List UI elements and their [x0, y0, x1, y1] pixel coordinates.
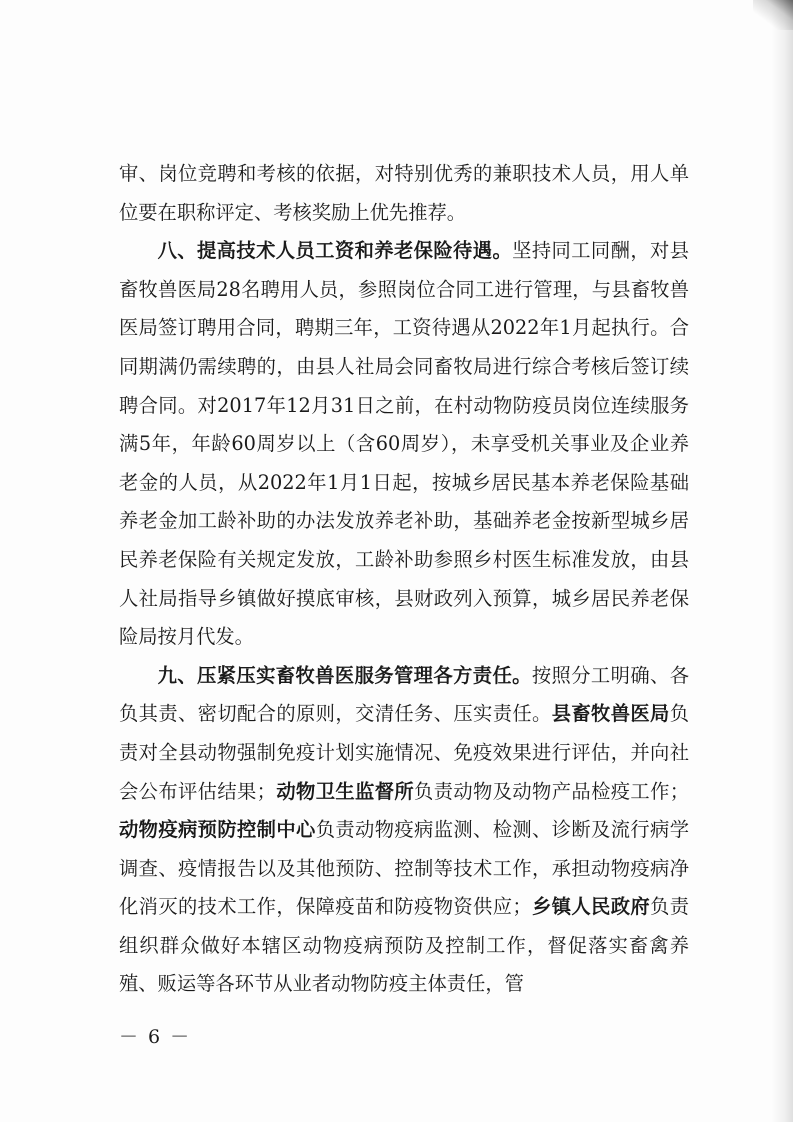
scan-shadow-edge — [771, 0, 793, 1122]
paragraph-text: 审、岗位竞聘和考核的依据，对特别优秀的兼职技术人员，用人单位要在职称评定、考核奖励上优先推荐。 — [119, 162, 689, 224]
responsible-entity: 动物卫生监督所 — [275, 779, 415, 803]
section-heading-8: 八、提高技术人员工资和养老保险待遇。 — [157, 239, 513, 263]
responsible-entity: 动物疫病预防控制中心 — [119, 818, 316, 842]
paragraph-text: 负责动物疫病监测、检测、诊断及流行病学调查、疫情报告以及其他预防、控制等技术工作，承担动物疫病净化消灭的技术工作，保障疫苗和防疫物资供应； — [119, 818, 690, 919]
responsible-entity: 乡镇人民政府 — [531, 895, 651, 919]
paragraph-continued — [119, 155, 689, 232]
section-heading-9: 九、压紧压实畜牧兽医服务管理各方责任。 — [157, 663, 532, 687]
paragraph-text: 负责组织群众做好本辖区动物疫病预防及控制工作，督促落实畜禽养殖、贩运等各环节从业者动物防疫主体责任，管 — [119, 895, 690, 996]
paragraph-text: 按照分工明确、各负其责、密切配合的原则，交清任务、压实责任。 — [119, 663, 690, 726]
paragraph-text: 负责动物及动物产品检疫工作； — [414, 779, 690, 803]
paragraph-text: 负责对全县动物强制免疫计划实施情况、免疫效果进行评估，并向社会公布评估结果； — [119, 702, 690, 803]
responsible-entity: 县畜牧兽医局 — [551, 702, 670, 726]
paragraph-section-8 — [119, 232, 689, 657]
paragraph-text: 坚持同工同酬，对县畜牧兽医局28名聘用人员，参照岗位合同工进行管理，与县畜牧兽医局签订聘用合同，聘期三年，工资待遇从2022年1月起执行。合同期满仍需续聘的，由县人社局会同畜牧局进行综合考核后签订续聘合同。对2017年12月31日之前，在村动物防疫员岗位连续服务满5年，年龄60周岁以上（含60周岁），未享受机关事业及企业养老金的人员，从2022年1月1日起，按城乡居民基本养老保险基础养老金加工龄补助的办法发放养老补助，基础养老金按新型城乡居民养老保险有关规定发放，工龄补助参照乡村医生标准发放，由县人社局指导乡镇做好摸底审核，县财政列入预算，城乡居民养老保险局按月代发。 — [119, 239, 689, 649]
scan-shadow-corner — [753, 0, 793, 30]
document-body — [119, 155, 689, 1004]
paragraph-section-9 — [119, 657, 689, 1004]
page-number: － 6 － — [119, 1026, 192, 1048]
